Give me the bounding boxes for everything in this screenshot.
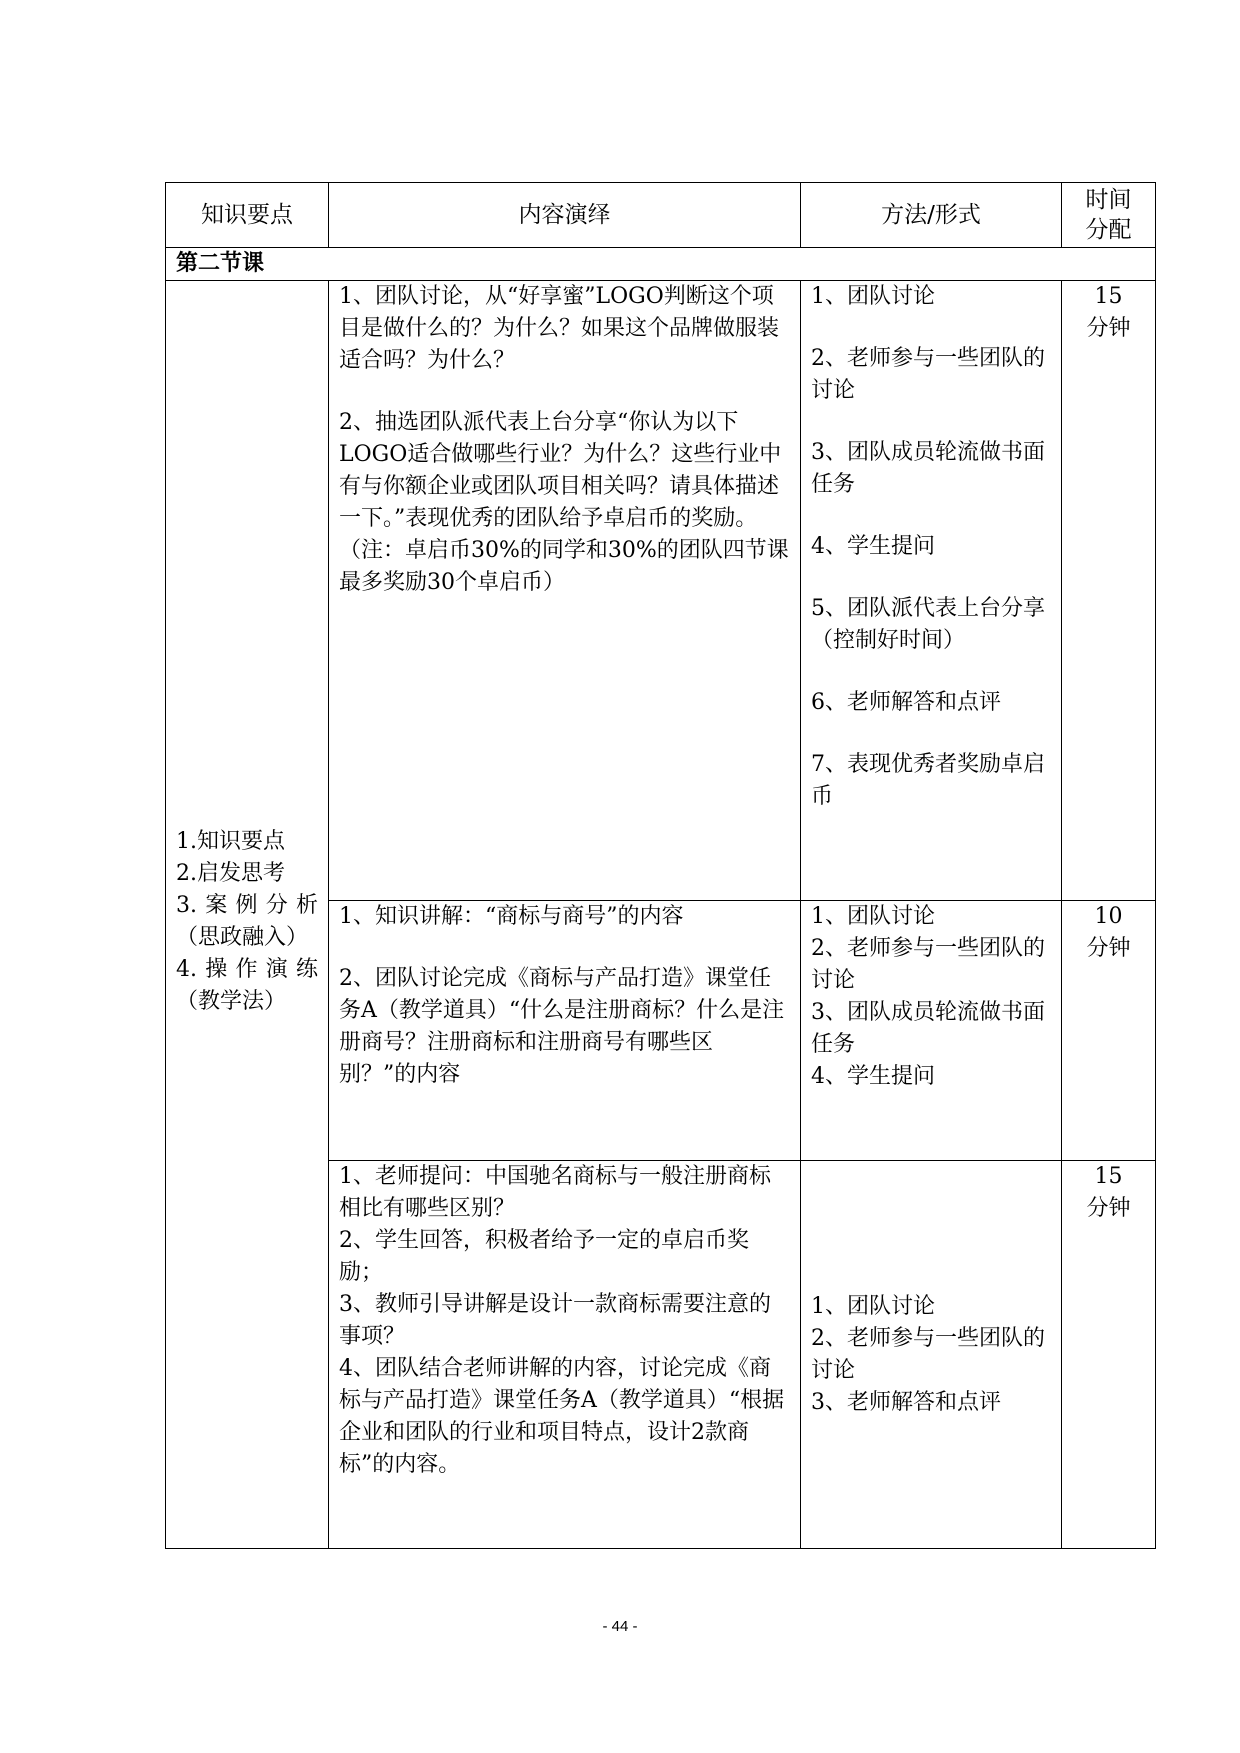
time-cell [1062,281,1156,901]
method-item: 2、老师参与一些团队的讨论 [811,346,1045,403]
time-value: 10 [1094,904,1123,929]
header-time-line-2: 分配 [1085,217,1132,243]
time-value: 15 [1094,1164,1123,1189]
method-item: 3、老师解答和点评 [811,1389,1001,1415]
method-item: 3、团队成员轮流做书面任务 [811,1000,1045,1057]
content-cell [329,281,801,901]
method-item: 1、团队讨论 [811,284,935,309]
content-cell [329,1161,801,1549]
content-paragraph: 1、老师提问：中国驰名商标与一般注册商标相比有哪些区别？ [339,1164,771,1221]
method-item: 1、团队讨论 [811,904,935,929]
time-cell [1062,901,1156,1161]
content-paragraph: 2、抽选团队派代表上台分享“你认为以下LOGO适合做哪些行业？为什么？这些行业中有与你额企业或团队项目相关吗？请具体描述一下。”表现优秀的团队给予卓启币的奖励。（注：卓启币30%的同学和30%的团队四节课最多奖励30个卓启币） [339,410,789,595]
header-content: 内容演绎 [329,183,801,248]
section-title: 第二节课 [166,248,1156,281]
time-unit: 分钟 [1086,316,1131,341]
knowledge-point-item: 4.操作演练（教学法） [176,957,318,1014]
knowledge-point-item: 1.知识要点 [176,829,285,854]
header-time [1062,183,1156,248]
method-item: 4、学生提问 [811,1064,935,1089]
knowledge-point-item: 2.启发思考 [176,861,285,886]
method-cell [801,281,1062,901]
method-item: 1、团队讨论 [811,1293,935,1319]
content-paragraph: 1、团队讨论，从“好享蜜”LOGO判断这个项目是做什么的？为什么？如果这个品牌做服装适合吗？为什么？ [339,284,780,373]
knowledge-point-item: 3.案例分析（思政融入） [176,893,318,950]
knowledge-points-list [176,281,318,1018]
method-cell [801,1161,1062,1549]
time-value: 15 [1094,284,1123,309]
method-item: 2、老师参与一些团队的讨论 [811,1325,1045,1383]
section-row [166,248,1156,281]
time-unit: 分钟 [1086,936,1131,961]
content-paragraph: 2、学生回答，积极者给予一定的卓启币奖励； [339,1228,749,1285]
page-number: - 44 - [602,1618,638,1635]
content-cell [329,901,801,1161]
method-item: 7、表现优秀者奖励卓启币 [811,752,1045,809]
header-time-line-1: 时间 [1085,187,1132,213]
method-item: 4、学生提问 [811,534,935,559]
time-unit: 分钟 [1086,1196,1131,1221]
table-row [166,281,1156,901]
content-paragraph: 3、教师引导讲解是设计一款商标需要注意的事项？ [339,1292,771,1349]
lesson-plan-table [165,182,1156,1549]
method-item: 6、老师解答和点评 [811,690,1001,715]
method-cell [801,901,1062,1161]
content-paragraph: 4、团队结合老师讲解的内容，讨论完成《商标与产品打造》课堂任务A（教学道具）“根据企业和团队的行业和项目特点，设计2款商标”的内容。 [339,1356,785,1477]
content-paragraph: 2、团队讨论完成《商标与产品打造》课堂任务A（教学道具）“什么是注册商标？什么是注册商号？注册商标和注册商号有哪些区别？”的内容 [339,966,785,1087]
content-paragraph: 1、知识讲解：“商标与商号”的内容 [339,904,684,929]
method-item: 2、老师参与一些团队的讨论 [811,936,1045,993]
method-item: 5、团队派代表上台分享（控制好时间） [811,596,1045,653]
method-item: 3、团队成员轮流做书面任务 [811,440,1045,497]
knowledge-points-cell [166,281,329,1549]
time-cell [1062,1161,1156,1549]
header-knowledge-points: 知识要点 [166,183,329,248]
header-row [166,183,1156,248]
header-method: 方法/形式 [801,183,1062,248]
